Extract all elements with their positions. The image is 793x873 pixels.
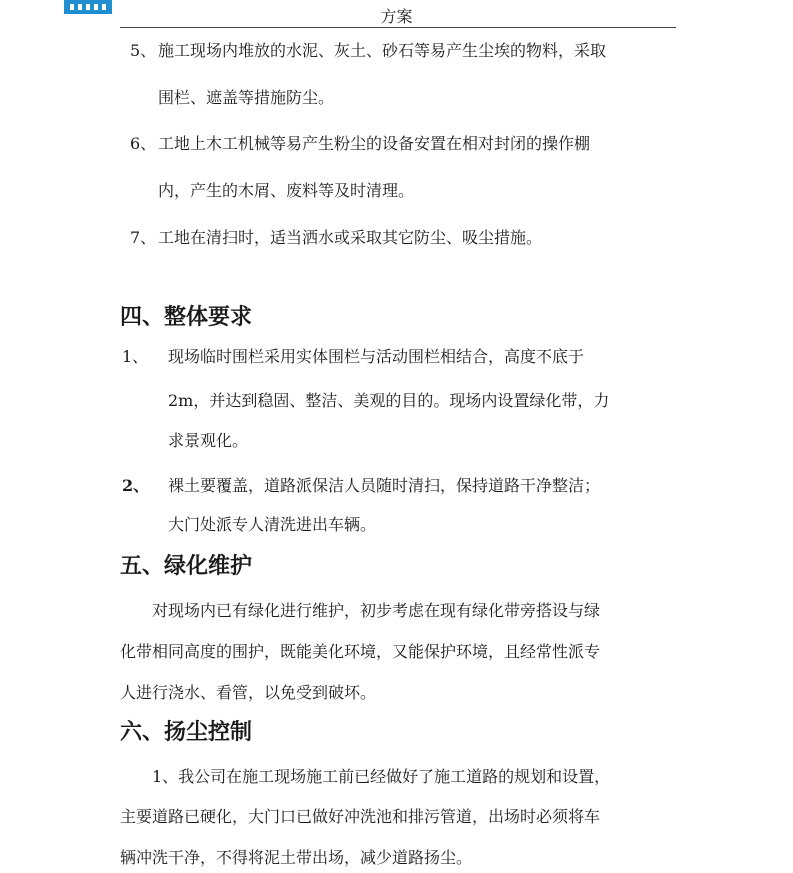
paragraph-line: 人进行浇水、看管，以免受到破坏。: [120, 683, 377, 702]
list-item-text: 裸土要覆盖，道路派保洁人员随时清扫，保持道路干净整洁；: [168, 476, 601, 495]
list-item-text: 工地上木工机械等易产生粉尘的设备安置在相对封闭的操作棚: [158, 134, 591, 153]
list-item-number: 6、: [130, 134, 157, 153]
paragraph-line: 对现场内已有绿化进行维护，初步考虑在现有绿化带旁搭设与绿: [152, 601, 601, 620]
list-item-number: 1、: [122, 347, 149, 366]
section-heading: 四、整体要求: [120, 305, 253, 330]
section-heading: 六、扬尘控制: [120, 720, 253, 745]
paragraph-line: 1、我公司在施工现场施工前已经做好了施工道路的规划和设置，: [152, 767, 611, 786]
list-item-text: 围栏、遮盖等措施防尘。: [158, 88, 335, 107]
paragraph-line: 化带相同高度的围护，既能美化环境，又能保护环境，且经常性派专: [120, 642, 601, 661]
header-divider: [120, 27, 676, 28]
list-item-text: 大门处派专人清洗进出车辆。: [168, 515, 377, 534]
list-item-text: 工地在清扫时，适当洒水或采取其它防尘、吸尘措施。: [158, 228, 543, 247]
list-item-text: 现场临时围栏采用实体围栏与活动围栏相结合，高度不底于: [168, 347, 585, 366]
list-item-number: 2、: [122, 476, 150, 495]
list-item-text: 施工现场内堆放的水泥、灰土、砂石等易产生尘埃的物料，采取: [158, 41, 607, 60]
paragraph-line: 辆冲洗干净，不得将泥土带出场，减少道路扬尘。: [120, 848, 473, 867]
paragraph-line: 主要道路已硬化，大门口已做好冲洗池和排污管道，出场时必须将车: [120, 807, 601, 826]
list-item-number: 5、: [130, 41, 157, 60]
list-item-text: 2m，并达到稳固、整洁、美观的目的。现场内设置绿化带，力: [168, 391, 610, 410]
page-header-title: 方案: [380, 7, 413, 26]
section-heading: 五、绿化维护: [120, 554, 253, 579]
list-item-number: 7、: [130, 228, 157, 247]
list-item-text: 求景观化。: [168, 431, 249, 450]
list-item-text: 内，产生的木屑、废料等及时清理。: [158, 181, 415, 200]
